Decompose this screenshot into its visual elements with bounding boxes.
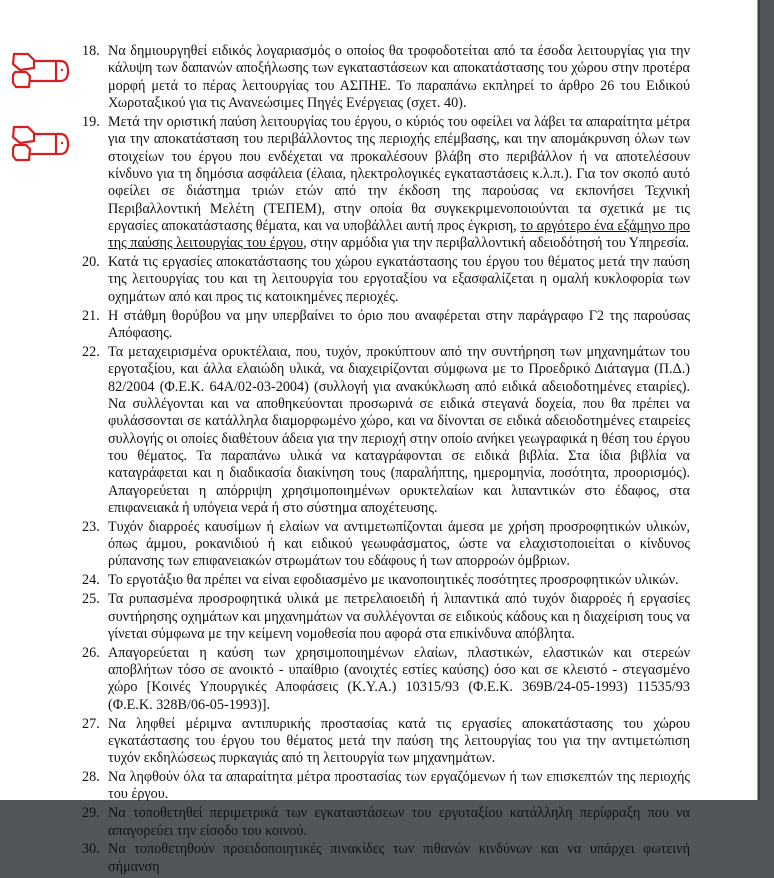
item-number: 26. — [82, 644, 100, 661]
list-item — [82, 591, 690, 643]
list-item — [82, 344, 690, 517]
list-item — [82, 805, 690, 840]
item-text: Να δημιουργηθεί ειδικός λογαριασμός ο οποίος θα τροφοδοτείται από τα έσοδα λειτουργίας για την κάλυψη των δαπανών αποξήλωσης των εγκαταστάσεων και αποκατάστασης του χώρου στην προτέρα μορφή μετά το πέρας λειτουργίας του ΑΣΠΗΕ. Το παραπάνω εκπληρεί το άρθρο 26 του Ειδικού Χωροταξικού για τις Ανανεώσιμες Πηγές Ενέργειας (σχετ. 40). — [108, 43, 690, 112]
item-number: 29. — [82, 805, 100, 822]
list-item — [82, 114, 690, 253]
list-item — [82, 645, 690, 714]
item-text: Τυχόν διαρροές καυσίμων ή ελαίων να αντιμετωπίζονται άμεσα με χρήση προσροφητικών υλικών, όπως άμμου, ροκανιδιού ή και ειδικού γεωυφάσματος, ώστε να ελαχιστοποιείται ο κίνδυνος ρύπανσης των επιφανειακών στρωμάτων του εδάφους ή των απορροών όμβριων. — [108, 518, 690, 570]
item-number: 23. — [82, 518, 100, 535]
page-edge-shadow — [758, 0, 760, 800]
item-text: Να ληφθούν όλα τα απαραίτητα μέτρα προστασίας των εργαζόμενων ή των επισκεπτών της περιοχής του έργου. — [108, 769, 690, 803]
list-item — [82, 572, 690, 589]
item-number: 20. — [82, 254, 100, 271]
item-number: 19. — [82, 113, 100, 130]
item-text: Τα μεταχειρισμένα ορυκτέλαια, που, τυχόν, προκύπτουν από την συντήρηση των μηχανημάτων του εργοταξίου, και άλλα ελαιώδη υλικά, να διαχειρίζονται σύμφωνα με το Προεδρικό Διάταγμα (Π.Δ.) 82/2004 (Φ.Ε.Κ. 64Α/02-03-2004) (συλλογή για ανακύκλωση από ειδικά αδειοδοτημένες εταιρίες). Να συλλέγονται και να αποθηκεύονται προσωρινά σε ειδικά στεγανά δοχεία, που θα πρέπει να φυλάσσονται σε κατάλληλα διαμορφωμένο χώρο, και να δίνονται σε ειδικά αδειοδοτημένες εταιρείες συλλογής οι οποίες διαθέτουν άδεια για την περιοχή στην οποίο ανήκει γεωγραφικά η θέση του έργου του θέματος. Τα παραπάνω υλικά να καταγράφονται σε ειδικά βιβλία. Στα ίδια βιβλία να καταγράφεται και η διαδικασία διακίνηση τους (παραλήπτης, ημερομηνία, ποσότητα, προορισμός). Απαγορεύεται η απόρριψη χρησιμοποιημένων ορυκτελαίων και λιπαντικών στο έδαφος, στα επιφανειακά ή υπόγεια νερά ή στο σύστημα αποχέτευσης. — [108, 343, 690, 516]
item-text: Η στάθμη θορύβου να μην υπερβαίνει το όριο που αναφέρεται στην παράγραφο Γ2 της παρούσας Απόφασης. — [108, 307, 690, 341]
list-item — [82, 308, 690, 343]
item-number: 28. — [82, 769, 100, 786]
numbered-conditions-list — [82, 43, 690, 878]
list-item — [82, 716, 690, 768]
list-item — [82, 841, 690, 876]
item-text: Απαγορεύεται η καύση των χρησιμοποιημένων ελαίων, πλαστικών, ελαστικών και στερεών αποβλήτων τόσο σε ανοικτό - υπαίθριο (ανοιχτές εστίες καύσης) όσο και σε κλειστό - στεγασμένο χώρο [Κοινές Υπουργικές Αποφάσεις (Κ.Υ.Α.) 10315/93 (Φ.Ε.Κ. 369Β/24-05-1993) 11535/93 (Φ.Ε.Κ. 328Β/06-05-1993)]. — [108, 644, 690, 713]
item-text: Τα ρυπασμένα προσροφητικά υλικά με πετρελαιοειδή ή λιπαντικά από τυχόν διαρροές ή εργασίες συντήρησης οχημάτων και μηχανημάτων να συλλέγονται σε ειδικούς κάδους και η διαχείριση τους να γίνεται σύμφωνα με την κείμενη νομοθεσία που αφορά στα επικίνδυνα απόβλητα. — [108, 591, 690, 642]
item-number: 24. — [82, 572, 100, 589]
item-text: Να τοποθετηθούν προειδοποιητικές πινακίδες των πιθανών κινδύνων και να υπάρχει φωτεινή σήμανση — [108, 841, 690, 875]
list-item — [82, 769, 690, 804]
item-text: Μετά την οριστική παύση λειτουργίας του έργου, ο κύριός του οφείλει να λάβει τα απαραίτητα μέτρα για την αποκατάσταση του περιβάλλοντος της περιοχής επέμβασης, και την απομάκρυνση όλων των στοιχείων του έργου που ενδέχεται να προκαλέσουν βλάβη στο περιβάλλον ή να αποτελέσουν κίνδυνο για τη δημόσια ασφάλεια (έλαια, ηλεκτρολογικές εγκαταστάσεις κ.λ.π.). Για τον σκοπό αυτό οφείλει σε διάστημα τριών ετών από την έκδοση της παρούσας να εκπονήσει Τεχνική Περιβαλλοντική Μελέτη (ΤΕΠΕΜ), στην οποία θα συγκεκριμενοποιούνται τα σχετικά με τις εργασίες αποκατάστασης θέματα, και να υποβάλλει αυτή προς έγκριση, — [108, 113, 690, 234]
item-text: , στην αρμόδια για την περιβαλλοντική αδειοδότησή του Υπηρεσία. — [303, 235, 690, 252]
item-number: 27. — [82, 715, 100, 732]
underlined-text: το αργότερο ένα εξάμηνο προ της παύσης λειτουργίας του έργου — [108, 217, 691, 252]
list-item — [82, 254, 690, 306]
hand-pointer-icon — [8, 123, 70, 163]
list-item — [82, 43, 690, 112]
item-number: 18. — [82, 43, 100, 59]
item-number: 25. — [82, 591, 100, 608]
item-text: Το εργοτάξιο θα πρέπει να είναι εφοδιασμένο με ικανοποιητικές ποσότητες προσροφητικών υλικών. — [108, 572, 679, 589]
list-item — [82, 519, 690, 571]
item-text: Να τοποθετηθεί περιμετρικά των εγκαταστάσεων του εργοταξίου κατάλληλη περίφραξη που να απαγορεύει την είσοδο του κοινού. — [108, 805, 690, 839]
item-number: 30. — [82, 841, 100, 858]
hand-pointer-icon — [8, 50, 70, 90]
item-number: 22. — [82, 343, 100, 360]
item-text: Κατά τις εργασίες αποκατάστασης του χώρου εγκατάστασης του έργου του θέματος μετά την παύση της λειτουργίας του και τη λειτουργία του εργοταξίου να εξασφαλίζεται η ομαλή κυκλοφορία των οχημάτων από και προς τις κατοικημένες περιοχές. — [108, 254, 690, 305]
item-number: 21. — [82, 307, 100, 324]
item-text: Να ληφθεί μέριμνα αντιπυρικής προστασίας κατά τις εργασίες αποκατάστασης του χώρου εγκατάστασης του έργου του θέματος μετά την παύση της λειτουργίας του για την αντιμετώπιση τυχόν εκδηλώσεως πυρκαγιάς από τη λειτουργία των μηχανημάτων. — [108, 715, 690, 767]
